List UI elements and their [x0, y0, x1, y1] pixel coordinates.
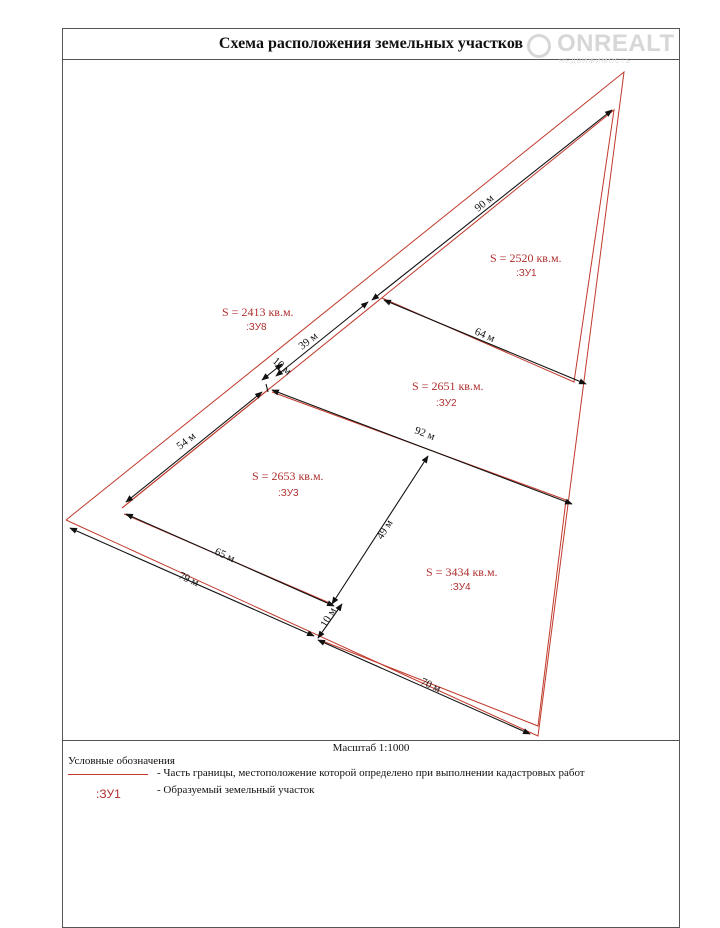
dimension-labels [174, 192, 496, 695]
dim-label-39: 39 м [296, 330, 321, 353]
dim-line-92 [272, 390, 572, 504]
page-title: Схема расположения земельных участков [62, 28, 680, 60]
dim-label-79: 79 м [176, 569, 201, 590]
dim-line-64 [384, 300, 586, 384]
dim-label-65: 65 м [212, 545, 237, 566]
legend-divider [62, 740, 680, 741]
zu3-code: :ЗУ3 [278, 488, 299, 499]
legend-parcel-text: - Образуемый земельный участок [157, 784, 315, 796]
dim-line-54 [126, 392, 262, 502]
zu3-area: S = 2653 кв.м. [252, 469, 324, 483]
zu1-area: S = 2520 кв.м. [490, 251, 562, 265]
dimension-lines [70, 110, 612, 734]
parcel-boundaries [122, 110, 614, 726]
dim-label-54: 54 м [174, 430, 199, 453]
watermark-text: ONREALT [557, 30, 675, 57]
zu4-code: :ЗУ4 [450, 582, 471, 593]
dim-label-90: 90 м [472, 192, 497, 215]
legend-parcel-code: :ЗУ1 [96, 787, 121, 801]
outer-red-outline [66, 72, 624, 736]
dim-line-90 [372, 110, 612, 300]
scale-label: Масштаб 1:1000 [332, 742, 410, 754]
zu8-boundary [122, 388, 270, 508]
zu2-area: S = 2651 кв.м. [412, 379, 484, 393]
dim-label-49: 49 м [374, 517, 396, 542]
zu8-code: :ЗУ8 [246, 322, 267, 333]
zu8-area: S = 2413 кв.м. [222, 305, 294, 319]
legend-boundary-swatch [68, 774, 148, 775]
legend-title: Условные обозначения [68, 755, 175, 767]
dim-label-10b: 10 м [318, 605, 339, 630]
dim-label-10a: 10 м [270, 355, 294, 378]
outer-boundary [66, 72, 624, 736]
zu2-code: :ЗУ2 [436, 398, 457, 409]
zu4-area: S = 3434 кв.м. [426, 565, 498, 579]
zu1-code: :ЗУ1 [516, 268, 537, 279]
watermark-subtext: НЕДВИЖИМОСТЬ [559, 58, 632, 65]
dim-label-64: 64 м [472, 325, 497, 345]
dim-label-70: 70 м [418, 675, 443, 696]
dim-label-92: 92 м [412, 424, 437, 443]
legend-boundary-text: - Часть границы, местоположение которой определено при выполнении кадастровых работ [157, 767, 585, 779]
